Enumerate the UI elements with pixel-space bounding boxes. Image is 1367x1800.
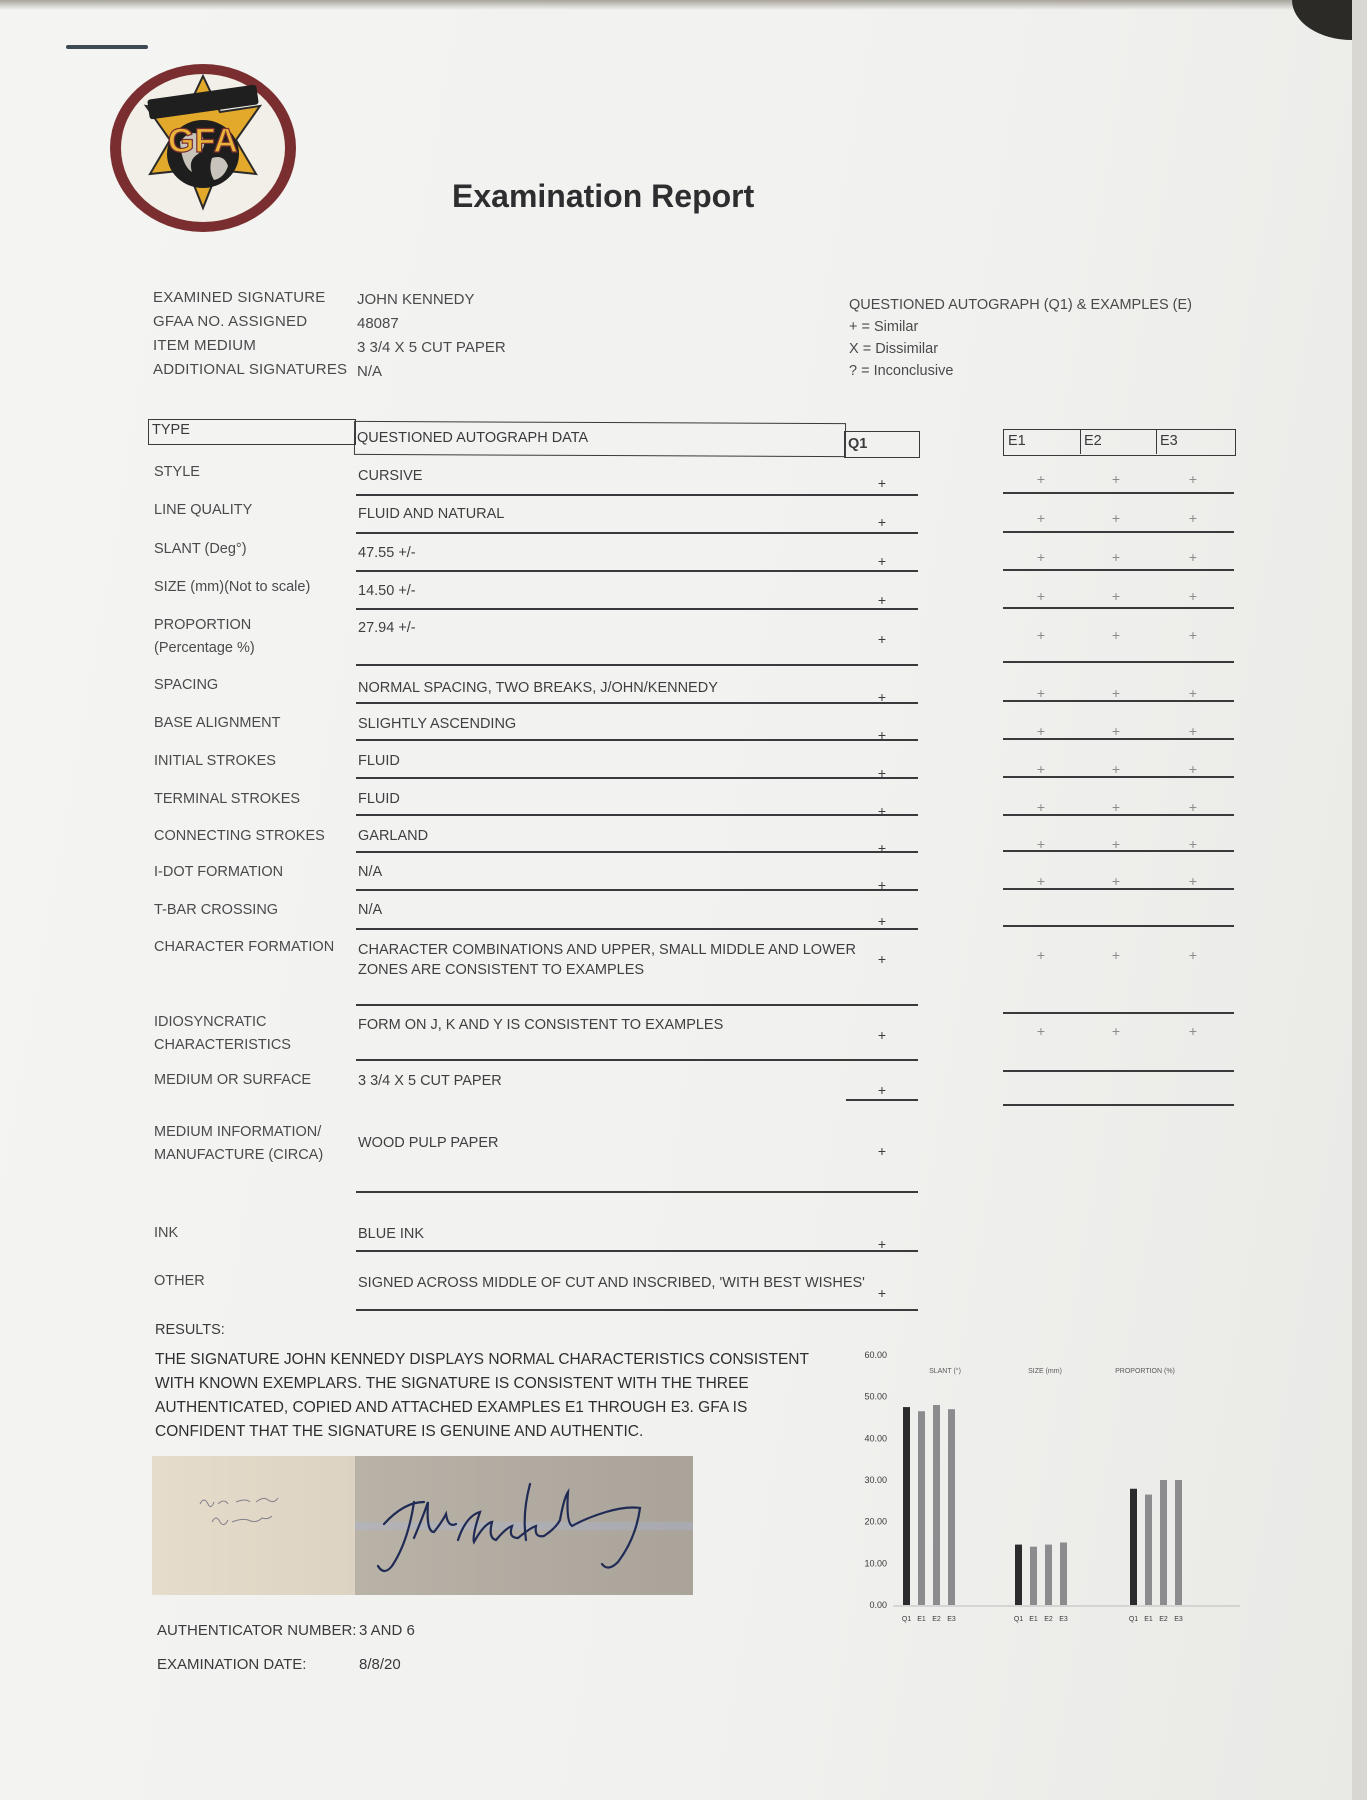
e3-mark: + xyxy=(1188,1023,1198,1039)
header-type: TYPE xyxy=(152,422,190,438)
q1-mark: + xyxy=(877,877,887,893)
criterion-value: GARLAND xyxy=(358,828,429,844)
criterion-label: INK xyxy=(154,1225,179,1241)
criterion-label: CONNECTING STROKES xyxy=(154,828,325,844)
y-tick-label: 40.00 xyxy=(864,1433,887,1444)
chart-bar xyxy=(1015,1545,1022,1605)
e3-mark: + xyxy=(1188,836,1198,852)
criterion-value: FLUID xyxy=(358,791,400,807)
y-tick-label: 20.00 xyxy=(864,1516,887,1527)
q1-mark: + xyxy=(877,1285,887,1301)
header-e1: E1 xyxy=(1008,433,1026,449)
q1-mark: + xyxy=(877,1027,887,1043)
chart-bar xyxy=(1045,1545,1052,1605)
e3-mark: + xyxy=(1188,588,1198,604)
e1-mark: + xyxy=(1036,836,1046,852)
y-tick-label: 10.00 xyxy=(864,1558,887,1569)
y-tick-label: 0.00 xyxy=(869,1600,887,1610)
e3-mark: + xyxy=(1188,873,1198,889)
example-underline xyxy=(1003,531,1234,533)
x-tick-label: E1 xyxy=(1029,1616,1038,1623)
q1-mark: + xyxy=(877,913,887,929)
e1-mark: + xyxy=(1036,510,1046,526)
chart-group-title: SIZE (mm) xyxy=(1028,1368,1062,1375)
e2-mark: + xyxy=(1111,947,1121,963)
meta-label: EXAMINED SIGNATURE xyxy=(153,289,326,306)
meta-value: N/A xyxy=(357,363,383,380)
criterion-label: OTHER xyxy=(154,1273,205,1289)
meta-label: GFAA NO. ASSIGNED xyxy=(153,313,308,330)
results-heading: RESULTS: xyxy=(155,1322,225,1338)
q1-mark: + xyxy=(877,475,887,491)
results-text: THE SIGNATURE JOHN KENNEDY DISPLAYS NORMAL CHARACTERISTICS CONSISTENT WITH KNOWN EXEMPLARS. THE SIGNATURE IS CONSISTENT WITH THE THREE AUTHENTICATED, COPIED AND ATTACHED EXAMPLES E1 THROUGH E3. GFA IS CONFIDENT THAT THE SIGNATURE IS GENUINE AND AUTHENTIC. xyxy=(155,1351,809,1440)
row-underline xyxy=(356,570,918,572)
meta-value: 48087 xyxy=(357,315,399,332)
row-underline xyxy=(846,1099,918,1101)
row-underline xyxy=(356,1250,918,1252)
criterion-label: CHARACTER FORMATION xyxy=(154,939,335,955)
criterion-value: 3 3/4 X 5 CUT PAPER xyxy=(358,1073,502,1089)
chart-bar xyxy=(933,1405,940,1605)
criterion-value: SLIGHTLY ASCENDING xyxy=(358,716,517,732)
y-tick-label: 60.00 xyxy=(864,1350,887,1360)
chart-bar xyxy=(1160,1480,1167,1605)
e1-mark: + xyxy=(1036,723,1046,739)
meta-value: JOHN KENNEDY xyxy=(357,291,475,308)
e2-mark: + xyxy=(1111,799,1121,815)
row-underline xyxy=(356,851,918,853)
x-tick-label: E3 xyxy=(947,1616,956,1623)
criterion-value: 14.50 +/- xyxy=(358,583,416,599)
meta-value: 3 3/4 X 5 CUT PAPER xyxy=(357,339,506,356)
row-underline xyxy=(356,494,918,496)
criterion-label: PROPORTION (Percentage %) xyxy=(154,617,255,656)
e1-mark: + xyxy=(1036,947,1046,963)
e3-mark: + xyxy=(1188,549,1198,565)
gfa-logo-seal xyxy=(108,62,298,234)
y-tick-label: 50.00 xyxy=(864,1391,887,1402)
e2-mark: + xyxy=(1111,1023,1121,1039)
q1-mark: + xyxy=(877,803,887,819)
x-tick-label: E2 xyxy=(1044,1616,1053,1623)
criterion-label: I-DOT FORMATION xyxy=(154,864,284,880)
x-tick-label: Q1 xyxy=(1013,1616,1024,1623)
e1-mark: + xyxy=(1036,873,1046,889)
example-underline xyxy=(1003,569,1234,571)
row-underline xyxy=(356,608,918,610)
legend-title: QUESTIONED AUTOGRAPH (Q1) & EXAMPLES (E) xyxy=(849,297,1192,313)
e3-mark: + xyxy=(1188,947,1198,963)
chart-bar xyxy=(918,1411,925,1605)
q1-mark: + xyxy=(877,1236,887,1252)
row-underline xyxy=(356,702,918,704)
header-e2: E2 xyxy=(1084,433,1102,449)
criterion-value: WOOD PULP PAPER xyxy=(358,1135,499,1151)
example-underline xyxy=(1003,925,1234,927)
criterion-label: STYLE xyxy=(154,464,200,480)
criterion-label: BASE ALIGNMENT xyxy=(154,715,281,731)
e3-mark: + xyxy=(1188,799,1198,815)
criterion-label: LINE QUALITY xyxy=(154,502,253,518)
criterion-label: IDIOSYNCRATIC CHARACTERISTICS xyxy=(154,1014,291,1053)
criterion-label: MEDIUM OR SURFACE xyxy=(154,1072,312,1088)
q1-mark: + xyxy=(877,592,887,608)
criterion-value: N/A xyxy=(358,864,383,880)
q1-mark: + xyxy=(877,1082,887,1098)
e1-mark: + xyxy=(1036,1023,1046,1039)
e2-mark: + xyxy=(1111,627,1121,643)
example-underline xyxy=(1003,661,1234,663)
x-tick-label: Q1 xyxy=(901,1616,912,1623)
q1-mark: + xyxy=(877,727,887,743)
x-tick-label: E3 xyxy=(1174,1616,1183,1623)
pen-mark xyxy=(66,45,148,49)
e3-mark: + xyxy=(1188,761,1198,777)
e3-mark: + xyxy=(1188,471,1198,487)
e3-mark: + xyxy=(1188,510,1198,526)
q1-mark: + xyxy=(877,1143,887,1159)
logo-text: GFA xyxy=(168,122,238,160)
row-underline xyxy=(356,1004,918,1006)
criterion-value: FORM ON J, K AND Y IS CONSISTENT TO EXAMPLES xyxy=(358,1017,724,1033)
e2-mark: + xyxy=(1111,549,1121,565)
header-q1: Q1 xyxy=(848,436,868,452)
criterion-value: BLUE INK xyxy=(358,1226,425,1242)
x-tick-label: Q1 xyxy=(1128,1616,1139,1623)
criterion-label: INITIAL STROKES xyxy=(154,753,276,769)
header-divider-e1-e2 xyxy=(1080,429,1081,454)
criterion-value: 27.94 +/- xyxy=(358,620,416,636)
header-divider-e2-e3 xyxy=(1156,429,1157,454)
e1-mark: + xyxy=(1036,685,1046,701)
criterion-value: SIGNED ACROSS MIDDLE OF CUT AND INSCRIBED, 'WITH BEST WISHES' xyxy=(358,1275,865,1291)
e2-mark: + xyxy=(1111,723,1121,739)
chart-group-title: PROPORTION (%) xyxy=(1115,1368,1175,1375)
authenticator-value: 3 AND 6 xyxy=(359,1622,415,1639)
x-tick-label: E1 xyxy=(1144,1616,1153,1623)
e3-mark: + xyxy=(1188,685,1198,701)
legend-inconclusive: ? = Inconclusive xyxy=(849,363,954,379)
q1-mark: + xyxy=(877,514,887,530)
example-underline xyxy=(1003,1012,1234,1014)
row-underline xyxy=(356,889,918,891)
e3-mark: + xyxy=(1188,627,1198,643)
x-tick-label: E2 xyxy=(932,1616,941,1623)
chart-bar xyxy=(903,1407,910,1605)
example-underline xyxy=(1003,492,1234,494)
authenticator-label: AUTHENTICATOR NUMBER: xyxy=(157,1622,357,1639)
chart-bar xyxy=(1130,1489,1137,1605)
criterion-value: 47.55 +/- xyxy=(358,545,416,561)
row-underline xyxy=(356,739,918,741)
e1-mark: + xyxy=(1036,799,1046,815)
q1-mark: + xyxy=(877,765,887,781)
e2-mark: + xyxy=(1111,836,1121,852)
q1-mark: + xyxy=(877,689,887,705)
example-underline xyxy=(1003,1104,1234,1106)
chart-bar xyxy=(948,1409,955,1605)
row-underline xyxy=(356,814,918,816)
e1-mark: + xyxy=(1036,549,1046,565)
e2-mark: + xyxy=(1111,873,1121,889)
exam-date-label: EXAMINATION DATE: xyxy=(157,1656,307,1673)
header-e3: E3 xyxy=(1160,433,1178,449)
e2-mark: + xyxy=(1111,471,1121,487)
e3-mark: + xyxy=(1188,723,1198,739)
x-tick-label: E2 xyxy=(1159,1616,1168,1623)
chart-bar xyxy=(1175,1480,1182,1605)
e2-mark: + xyxy=(1111,588,1121,604)
q1-mark: + xyxy=(877,951,887,967)
row-underline xyxy=(356,777,918,779)
header-examples-box xyxy=(1003,429,1236,456)
e2-mark: + xyxy=(1111,510,1121,526)
legend-dissimilar: X = Dissimilar xyxy=(849,341,939,357)
y-tick-label: 30.00 xyxy=(864,1475,887,1485)
chart-bar xyxy=(1060,1543,1067,1606)
example-underline xyxy=(1003,607,1234,609)
criterion-label: T-BAR CROSSING xyxy=(154,902,279,918)
criterion-value: N/A xyxy=(358,902,383,918)
meta-label: ADDITIONAL SIGNATURES xyxy=(153,361,348,378)
row-underline xyxy=(356,1059,918,1061)
row-underline xyxy=(356,1309,918,1311)
example-underline xyxy=(1003,1070,1234,1072)
e1-mark: + xyxy=(1036,761,1046,777)
criterion-value: CURSIVE xyxy=(358,468,423,484)
criterion-value: CHARACTER COMBINATIONS AND UPPER, SMALL MIDDLE AND LOWER ZONES ARE CONSISTENT TO EXAMPLES xyxy=(358,942,856,978)
criterion-label: TERMINAL STROKES xyxy=(154,791,301,807)
q1-mark: + xyxy=(877,553,887,569)
chart-bar xyxy=(1145,1495,1152,1605)
e1-mark: + xyxy=(1036,471,1046,487)
row-underline xyxy=(356,532,918,534)
meta-label: ITEM MEDIUM xyxy=(153,337,257,354)
criterion-value: FLUID AND NATURAL xyxy=(358,506,505,522)
measurement-chart xyxy=(845,1340,1245,1640)
e2-mark: + xyxy=(1111,761,1121,777)
e2-mark: + xyxy=(1111,685,1121,701)
page-title: Examination Report xyxy=(452,178,755,214)
e1-mark: + xyxy=(1036,627,1046,643)
page-corner xyxy=(1292,0,1352,40)
criterion-label: MEDIUM INFORMATION/ MANUFACTURE (CIRCA) xyxy=(154,1124,324,1163)
x-tick-label: E1 xyxy=(917,1616,926,1623)
chart-bar xyxy=(1030,1547,1037,1605)
x-tick-label: E3 xyxy=(1059,1616,1068,1623)
criterion-value: NORMAL SPACING, TWO BREAKS, J/OHN/KENNEDY xyxy=(358,680,718,696)
header-data: QUESTIONED AUTOGRAPH DATA xyxy=(357,430,589,446)
legend-similar: + = Similar xyxy=(849,319,919,335)
q1-mark: + xyxy=(877,631,887,647)
row-underline xyxy=(356,664,918,666)
row-underline xyxy=(356,1191,918,1193)
q1-mark: + xyxy=(877,840,887,856)
signature-image xyxy=(152,1456,693,1595)
exam-date-value: 8/8/20 xyxy=(359,1656,401,1673)
e1-mark: + xyxy=(1036,588,1046,604)
page-shadow xyxy=(0,0,1352,10)
row-underline xyxy=(356,928,918,930)
criterion-label: SIZE (mm)(Not to scale) xyxy=(154,579,311,595)
criterion-label: SLANT (Deg°) xyxy=(154,541,247,557)
criterion-value: FLUID xyxy=(358,753,400,769)
chart-group-title: SLANT (°) xyxy=(929,1368,961,1375)
criterion-label: SPACING xyxy=(154,677,219,693)
